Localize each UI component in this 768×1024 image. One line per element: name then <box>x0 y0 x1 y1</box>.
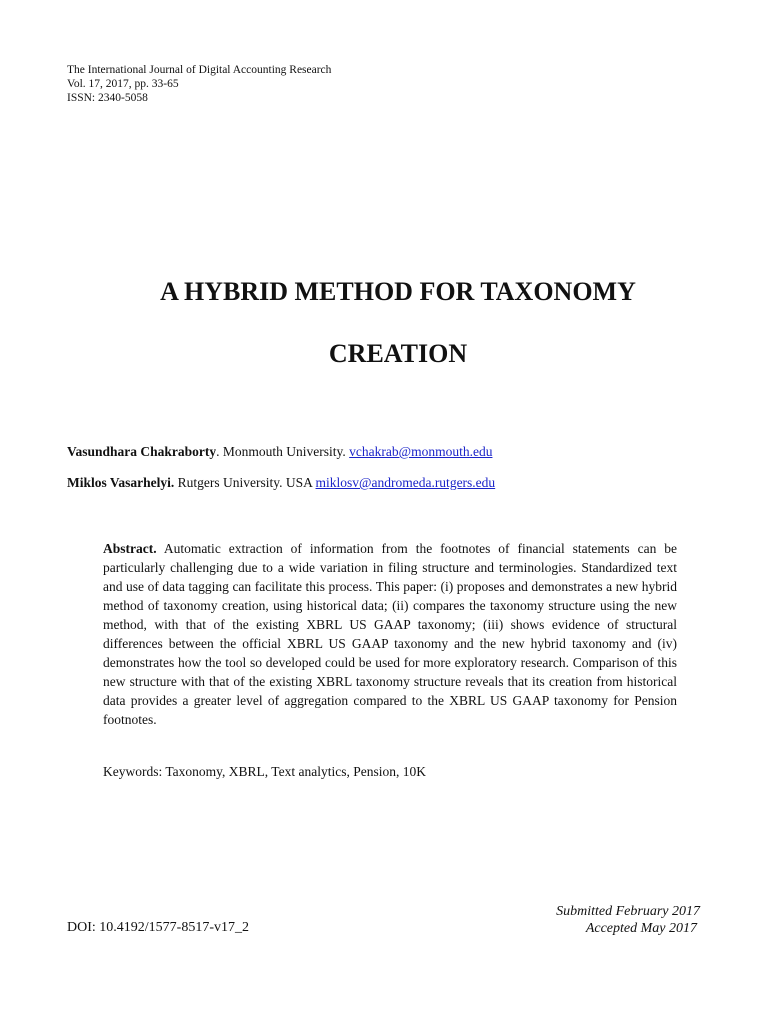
journal-volume: Vol. 17, 2017, pp. 33-65 <box>67 78 179 90</box>
journal-issn: ISSN: 2340-5058 <box>67 92 148 104</box>
author-1-email-link[interactable]: vchakrab@monmouth.edu <box>349 444 493 459</box>
author-1-name: Vasundhara Chakraborty <box>67 444 217 459</box>
paper-title-line-1: A HYBRID METHOD FOR TAXONOMY <box>160 277 636 306</box>
author-2 <box>67 474 495 491</box>
author-2-affiliation: Rutgers University. USA <box>174 475 316 490</box>
submission-dates <box>556 903 700 937</box>
doi: DOI: 10.4192/1577-8517-v17_2 <box>67 920 249 935</box>
abstract <box>103 539 677 729</box>
abstract-text: Automatic extraction of information from the footnotes of financial statements can be particularly challenging due to a wide variation in filing structure and terminologies. Standardized text and use of data tagging can facilitate this process. This paper: (i) proposes and demonstrates a new hybrid method of taxonomy creation, using historical data; (ii) compares the taxonomy structure using the new method, with that of the existing XBRL US GAAP taxonomy; (iii) shows evidence of structural differences between the official XBRL US GAAP taxonomy and the new hybrid taxonomy and (iv) demonstrates how the tool so developed could be used for more exploratory research. Comparison of this new structure with that of the existing XBRL taxonomy structure reveals that its creation from historical data provides a greater level of aggregation compared to the XBRL US GAAP taxonomy for Pension footnotes. <box>103 541 677 727</box>
author-1 <box>67 443 492 460</box>
author-2-name: Miklos Vasarhelyi. <box>67 475 175 490</box>
abstract-label: Abstract. <box>103 541 157 556</box>
author-2-email-link[interactable]: miklosv@andromeda.rutgers.edu <box>315 475 496 490</box>
journal-header <box>67 63 331 105</box>
accepted-date: Accepted May 2017 <box>585 921 697 936</box>
journal-name: The International Journal of Digital Accounting Research <box>67 64 332 76</box>
keywords: Keywords: Taxonomy, XBRL, Text analytics, Pension, 10K <box>103 764 426 779</box>
submitted-date: Submitted February 2017 <box>556 904 700 919</box>
paper-title-line-2: CREATION <box>328 339 468 368</box>
author-1-affiliation: . Monmouth University. <box>216 444 350 459</box>
